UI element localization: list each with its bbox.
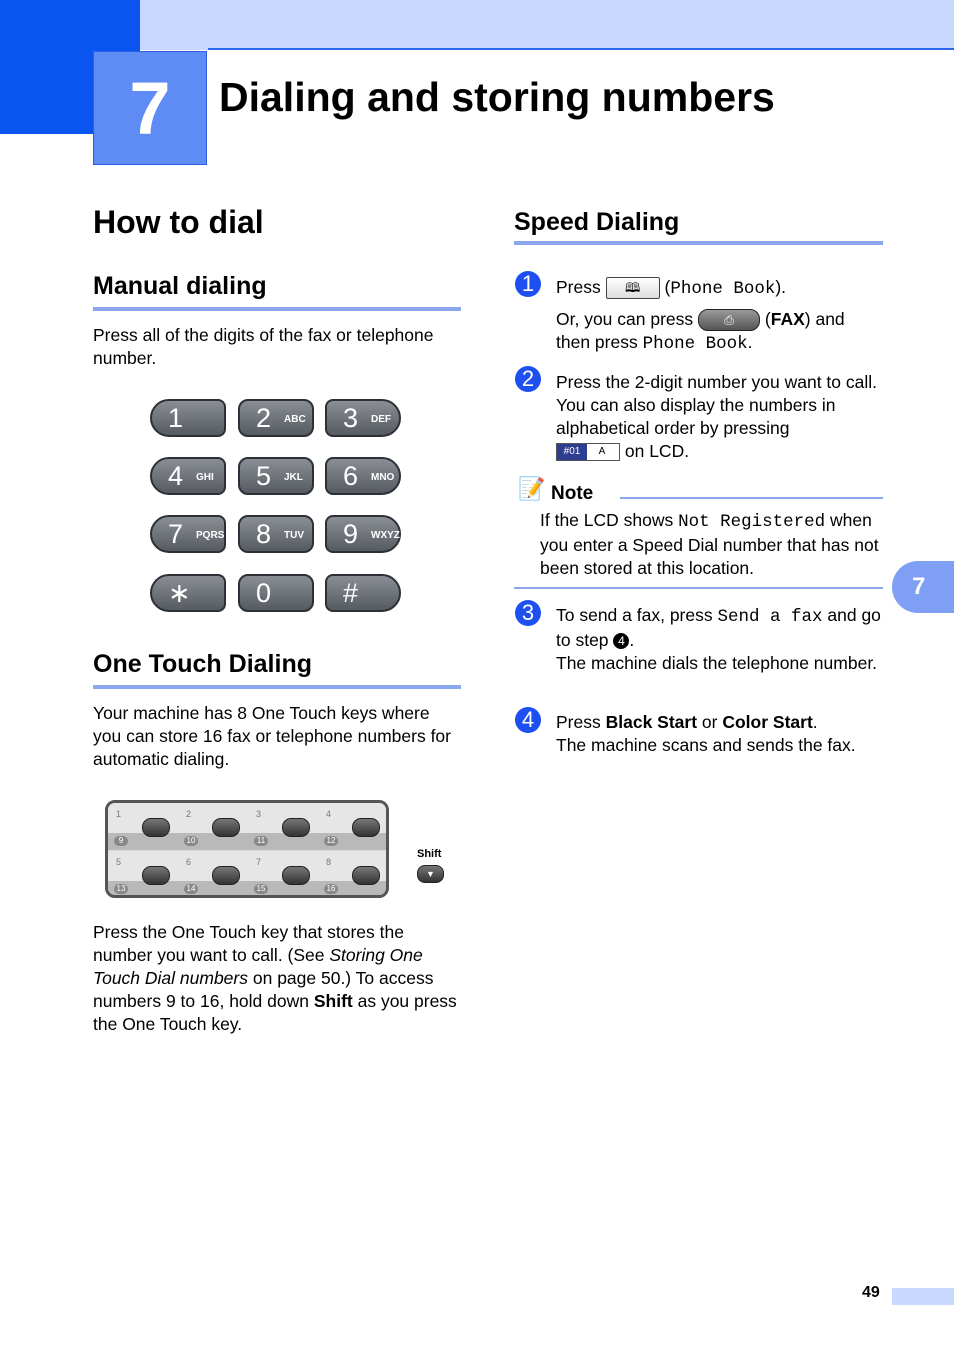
one-touch-key[interactable]: 7 15 <box>248 851 318 898</box>
step-4-marker: 4 <box>515 707 541 733</box>
keypad-key[interactable]: 0 <box>238 574 314 612</box>
one-touch-text: Your machine has 8 One Touch keys where you can store 16 fax or telephone numbers for automatic dialing. <box>93 703 451 769</box>
speed-dialing-heading: Speed Dialing <box>514 208 680 236</box>
one-touch-panel <box>105 800 389 898</box>
dial-keypad <box>150 399 402 613</box>
header-rule <box>208 48 954 50</box>
one-touch-key[interactable]: 4 12 <box>318 803 388 850</box>
keypad-key[interactable]: 7 PQRS <box>150 515 226 553</box>
step-2-text: Press the 2-digit number you want to call. You can also display the numbers in alphabetical order by pressing #01 A on LCD. <box>556 372 877 461</box>
keypad-key[interactable]: 1 <box>150 399 226 437</box>
arrow-down-icon: ▼ <box>426 869 435 879</box>
keypad-key[interactable]: 6 MNO <box>325 457 401 495</box>
one-touch-key[interactable]: 8 16 <box>318 851 388 898</box>
fax-icon: ⎙ <box>724 313 734 328</box>
one-touch-key[interactable]: 1 9 <box>108 803 178 850</box>
one-touch-key[interactable]: 6 14 <box>178 851 248 898</box>
manual-dialing-heading: Manual dialing <box>93 272 267 300</box>
note-title: Note <box>551 483 594 504</box>
keypad-key[interactable]: 5 JKL <box>238 457 314 495</box>
note-text: If the LCD shows Not Registered when you enter a Speed Dial number that has not been stored at this location. <box>540 510 879 578</box>
phonebook-key[interactable] <box>606 277 660 299</box>
step-3-marker: 3 <box>515 600 541 626</box>
one-touch-key[interactable]: 2 10 <box>178 803 248 850</box>
header-band <box>0 0 954 50</box>
step-1-line2: Or, you can press ⎙ (FAX) and then press Phone Book. <box>556 309 845 355</box>
heading-rule <box>514 241 883 245</box>
step-1-marker: 1 <box>515 271 541 297</box>
fax-key[interactable] <box>698 309 760 331</box>
lcd-alpha-icon: #01 A <box>556 443 620 461</box>
note-rule-bottom <box>514 587 883 589</box>
keypad-key[interactable]: 4 GHI <box>150 457 226 495</box>
step-ref-badge: 4 <box>613 633 629 649</box>
heading-rule <box>93 307 461 311</box>
one-touch-key[interactable]: 5 13 <box>108 851 178 898</box>
one-touch-key[interactable]: 3 11 <box>248 803 318 850</box>
keypad-key[interactable]: 9 WXYZ <box>325 515 401 553</box>
chapter-number: 7 <box>93 51 207 165</box>
footer-bar <box>892 1288 954 1305</box>
note-rule-top <box>620 497 883 499</box>
one-touch-instructions: Press the One Touch key that stores the number you want to call. (See Storing One Touch Dial numbers on page 50.) To access numbers 9 to 16, hold down Shift as you press the One Touch key. <box>93 922 457 1034</box>
section-title: How to dial <box>93 204 264 240</box>
keypad-key[interactable]: 2 ABC <box>238 399 314 437</box>
keypad-key[interactable]: ∗ <box>150 574 226 612</box>
shift-label: Shift <box>417 848 442 860</box>
page-number: 49 <box>862 1284 880 1301</box>
note-icon: 📝 <box>518 476 546 501</box>
keypad-key[interactable]: 3 DEF <box>325 399 401 437</box>
chapter-title: Dialing and storing numbers <box>219 74 775 120</box>
step-3-text: To send a fax, press Send a fax and go to step 4 . The machine dials the telephone number. <box>556 605 881 673</box>
shift-button[interactable] <box>417 865 444 883</box>
heading-rule <box>93 685 461 689</box>
keypad-key[interactable]: 8 TUV <box>238 515 314 553</box>
step-2-marker: 2 <box>515 366 541 392</box>
keypad-key[interactable]: # <box>325 574 401 612</box>
one-touch-heading: One Touch Dialing <box>93 650 312 678</box>
manual-dialing-text: Press all of the digits of the fax or telephone number. <box>93 325 434 368</box>
book-icon: 🕮 <box>624 280 641 296</box>
chapter-side-tab: 7 <box>892 561 954 613</box>
storing-link[interactable]: Storing One Touch Dial numbers <box>93 945 423 988</box>
step-1-line1: Press 🕮 (Phone Book). <box>556 277 787 299</box>
step-4-text: Press Black Start or Color Start. The machine scans and sends the fax. <box>556 712 856 755</box>
